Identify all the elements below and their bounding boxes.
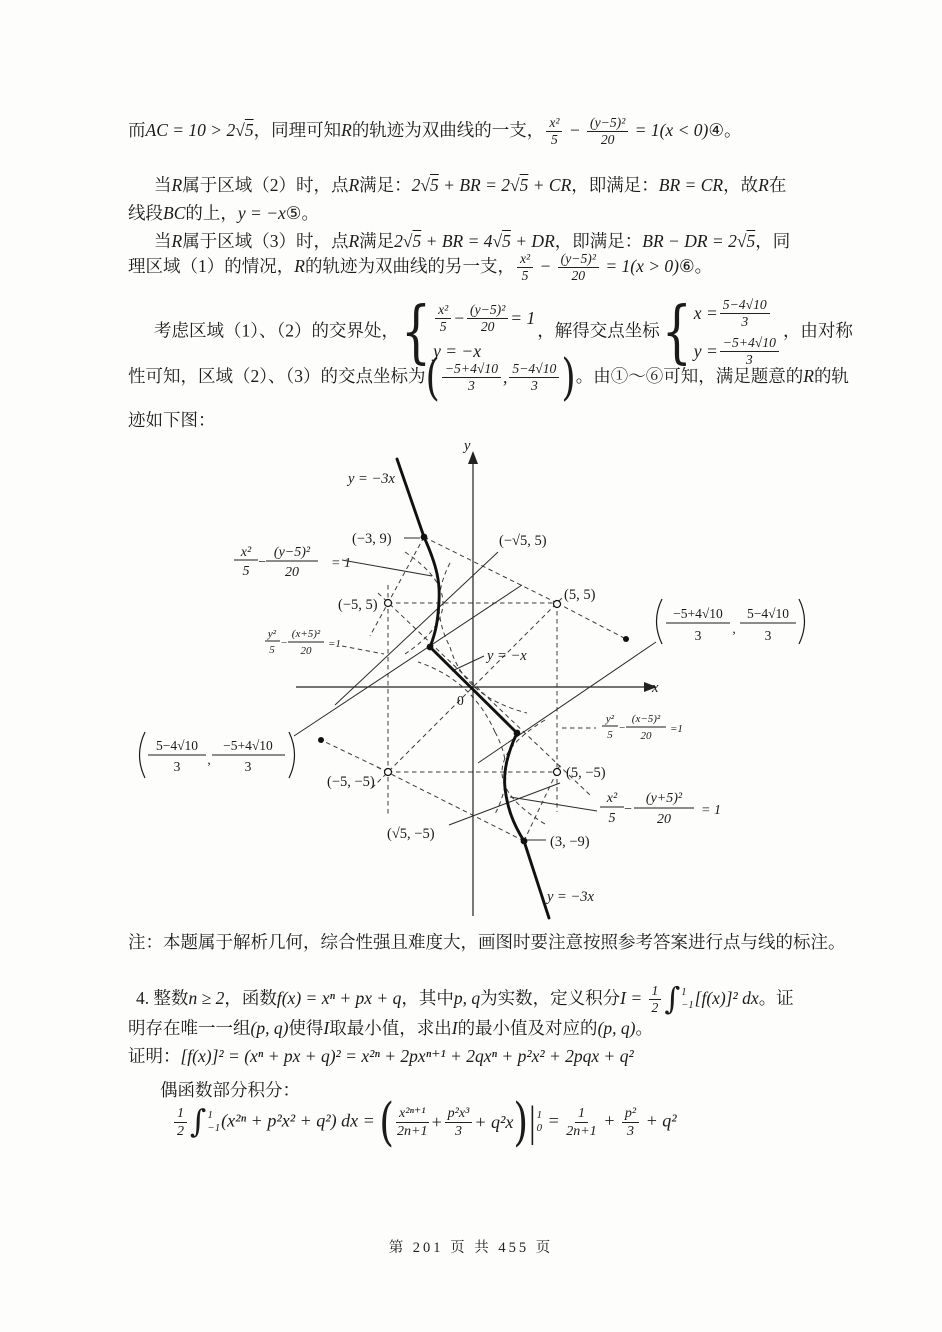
svg-text:(y−5)²: (y−5)² — [273, 545, 311, 560]
point-label: (−5, −5) — [327, 774, 375, 790]
text-line-1: 而AC = 10 > 2√5，同理可知R的轨迹为双曲线的一支， $\frac{\text{x²}}{5}$ − $\frac{\text{(y−5)²}}{20}$ = 1(x < 0)④。 — [128, 115, 742, 148]
text-line-4: 当R属于区域（3）时，点R满足2√5 + BR = 4√5 + DR，即满足：BR − DR = 2√5，同 — [154, 231, 791, 251]
svg-text:y²: y² — [267, 628, 277, 640]
svg-text:(x−5)²: (x−5)² — [631, 713, 661, 725]
text-line-6: 考虑区域（1）、（2）的交界处， { x² 5 − $\frac{\text{(y−5)²}}{20}$ = 1 y = −x ，解得交点坐标 { x = $\frac{5-4√10}{3}$ y = $\frac{-5+4√10}{3}$ ，由对称 — [154, 292, 853, 372]
text-line-9: 注：本题属于解析几何，综合性强且难度大，画图时要注意按照参考答案进行点与线的标注。 — [128, 932, 846, 952]
point-label: (√5, −5) — [387, 826, 435, 842]
text-line-2: 当R属于区域（2）时，点R满足：2√5 + BR = 2√5 + CR，即满足：BR = CR，故R在 — [154, 175, 787, 195]
text-line-3: 线段BC的上，y = −x⑤。 — [128, 203, 319, 223]
point-label: (−√5, 5) — [499, 533, 547, 549]
point-label: (5, 5) — [564, 587, 596, 603]
svg-text:−5+4√10: −5+4√10 — [223, 738, 273, 753]
point-label: (−5, 5) — [338, 597, 378, 613]
svg-text:= 1: = 1 — [701, 803, 721, 818]
line-label-mid: y = −x — [487, 648, 527, 664]
text-line-12: 证明：[f(x)]² = (xⁿ + px + q)² = x²ⁿ + 2pxⁿ⁺¹ + 2qxⁿ + p²x² + 2pqx + q² — [128, 1046, 634, 1066]
text-line-11: 明存在唯一一组(p, q)使得I取最小值，求出I的最小值及对应的(p, q)。 — [128, 1018, 653, 1038]
y-axis-label: y — [464, 438, 471, 454]
svg-text:,: , — [732, 621, 736, 636]
svg-text:20: 20 — [640, 730, 652, 742]
svg-text:5: 5 — [269, 644, 275, 656]
text-line-8: 迹如下图： — [128, 410, 216, 430]
svg-text:20: 20 — [657, 812, 671, 827]
line-label-bottom: y = −3x — [547, 889, 594, 905]
svg-text:(x+5)²: (x+5)² — [291, 628, 321, 640]
svg-text:y²: y² — [605, 713, 615, 725]
svg-text:x²: x² — [606, 791, 618, 806]
svg-text:=1: =1 — [328, 638, 341, 650]
svg-text:=1: =1 — [670, 723, 683, 735]
svg-text:(y+5)²: (y+5)² — [645, 791, 683, 806]
svg-text:−5+4√10: −5+4√10 — [673, 606, 723, 621]
svg-text:−: − — [623, 802, 633, 817]
svg-text:5: 5 — [608, 811, 616, 826]
svg-text:3: 3 — [764, 628, 772, 643]
svg-text:−: − — [257, 555, 267, 570]
page-number: 第 201 页 共 455 页 — [388, 1240, 554, 1256]
svg-text:−: − — [280, 637, 288, 649]
svg-text:,: , — [207, 752, 211, 767]
svg-text:3: 3 — [694, 628, 702, 643]
svg-text:20: 20 — [300, 645, 312, 657]
svg-text:5−4√10: 5−4√10 — [746, 606, 790, 621]
text-line-13: 偶函数部分积分： — [160, 1080, 300, 1100]
point-label: (5, −5) — [566, 765, 606, 781]
svg-text:3: 3 — [173, 759, 181, 774]
point-label: (3, −9) — [550, 834, 590, 850]
svg-text:−: − — [618, 722, 626, 734]
svg-text:5: 5 — [242, 564, 250, 579]
origin-label: 0 — [457, 693, 464, 708]
svg-text:5−4√10: 5−4√10 — [155, 738, 199, 753]
svg-text:= 1: = 1 — [331, 556, 351, 571]
point-label: (−3, 9) — [352, 531, 392, 547]
text-line-5: 理区域（1）的情况，R的轨迹为双曲线的另一支， $\frac{\text{x²}}{5}$ − $\frac{\text{(y−5)²}}{20}$ = 1(x > 0)⑥。 — [128, 251, 713, 284]
svg-text:x²: x² — [240, 545, 252, 560]
text-line-14: $\frac{1}{2}$ ∫ 1 −1 (x²ⁿ + p²x² + q²) dx = ( x²ⁿ⁺¹ 2n+1 + $\frac{\text{p²x³}}{3}$ + q²x ) | 1 0 = $\frac{1}{2n+1}$ + $\frac{\text{p²}}{3}$ + q² — [172, 1106, 677, 1138]
svg-text:3: 3 — [244, 759, 252, 774]
text-line-10: 4. 整数n ≥ 2，函数f(x) = xⁿ + px + q，其中p, q为实数，定义积分I = $\frac{1}{2}$ ∫ 1 −1 [f(x)]² dx。证 — [136, 981, 794, 1017]
line-label-top: y = −3x — [348, 471, 395, 487]
text-line-7: 性可知，区域（2）、（3）的交点坐标为 ( −5+4√10 3 , 5−4√10 3 ) 。由①～⑥可知，满足题意的R的轨 — [128, 348, 849, 407]
x-axis-label: x — [652, 680, 659, 696]
svg-text:5: 5 — [607, 729, 613, 741]
svg-text:20: 20 — [285, 565, 299, 580]
